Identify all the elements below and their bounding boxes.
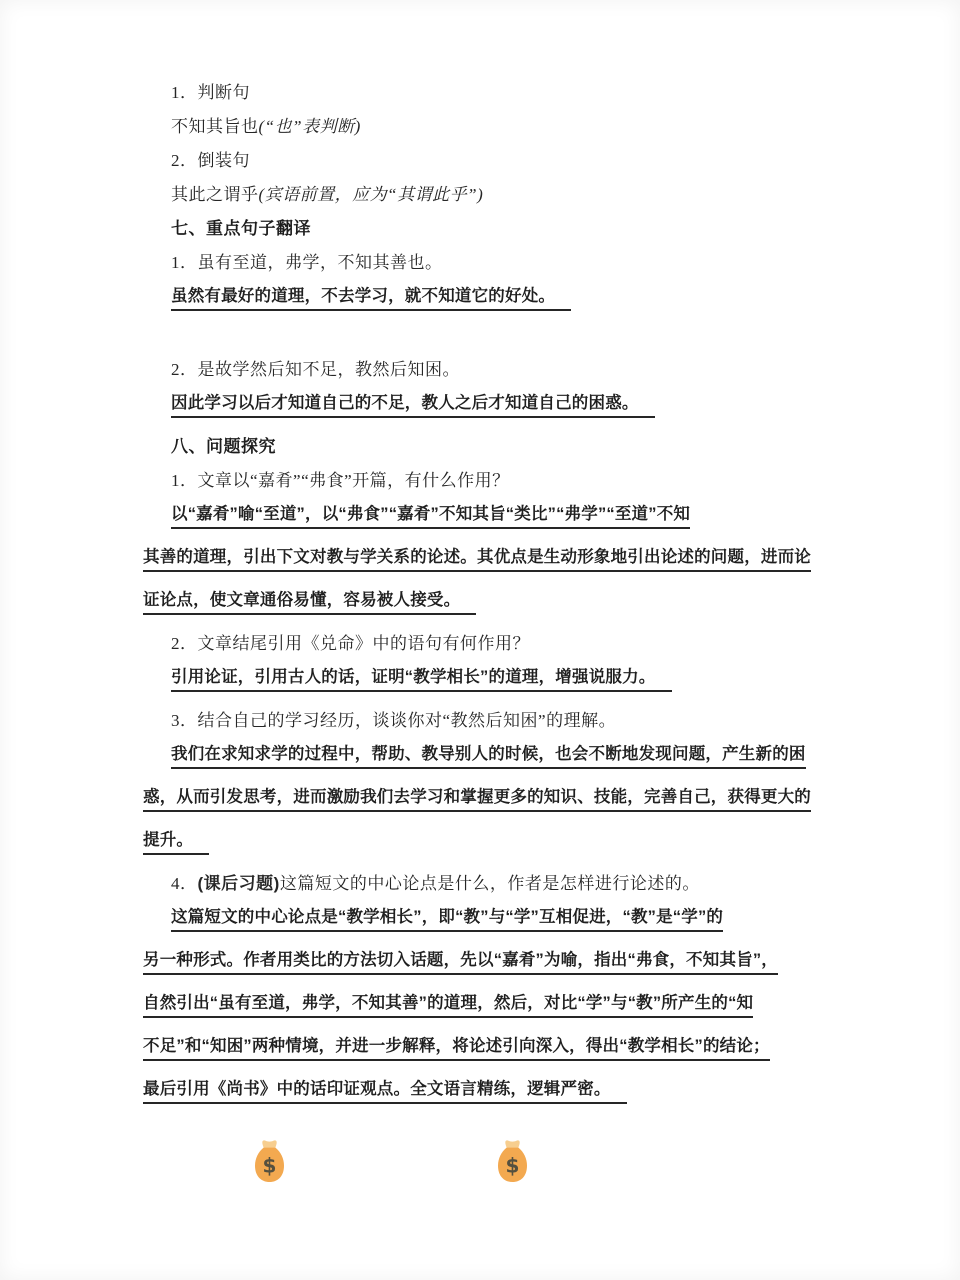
- line-text: [171, 282, 571, 311]
- line-text: [171, 219, 311, 238]
- text-segment: 2．倒装句: [171, 151, 250, 170]
- svg-text:$: $: [505, 1153, 520, 1178]
- text-segment: 因此学习以后才知道自己的不足，教人之后才知道自己的困惑。: [171, 394, 639, 412]
- answer-line: [143, 740, 823, 769]
- line-text: [143, 586, 476, 615]
- line-text: [171, 117, 361, 136]
- section-heading: [143, 214, 823, 239]
- answer-line: [143, 989, 823, 1018]
- answer-line: [143, 389, 823, 418]
- line-text: [143, 1075, 627, 1104]
- answer-line: [143, 500, 823, 529]
- answer-line: [143, 543, 823, 572]
- answer-line: [143, 663, 823, 692]
- text-segment: 我们在求知求学的过程中，帮助、教导别人的时候，也会不断地发现问题，产生新的困: [171, 745, 806, 763]
- text-segment: 4．: [171, 874, 198, 893]
- line-text: [171, 471, 510, 490]
- kai-segment: (宾语前置，应为“其谓此乎”): [258, 185, 484, 204]
- answer-line: [143, 946, 823, 975]
- answer-line: [143, 282, 823, 311]
- text-line: [143, 146, 823, 171]
- line-text: [143, 989, 753, 1018]
- text-segment: 虽然有最好的道理，不去学习，就不知道它的好处。: [171, 287, 556, 305]
- line-text: [171, 874, 700, 893]
- text-segment: 八、问题探究: [171, 437, 276, 456]
- text-segment: 这篇短文的中心论点是什么，作者是怎样进行论述的。: [279, 874, 700, 893]
- line-text: [171, 389, 655, 418]
- text-line: [143, 706, 823, 731]
- text-segment: 1．判断句: [171, 83, 250, 102]
- answer-line: [143, 826, 823, 855]
- text-segment: 这篇短文的中心论点是“教学相长”，即“教”与“学”互相促进，“教”是“学”的: [171, 908, 724, 926]
- line-text: [143, 1032, 770, 1061]
- text-line: [143, 112, 823, 137]
- kai-segment: (“也”表判断): [258, 117, 361, 136]
- text-line: [143, 78, 823, 103]
- line-text: [171, 360, 460, 379]
- text-segment: 惑，从而引发思考，进而激励我们去学习和掌握更多的知识、技能，完善自己，获得更大的: [143, 788, 811, 806]
- text-segment: 以“嘉肴”喻“至道”，以“弗食”“嘉肴”不知其旨“类比”“弗学”“至道”不知: [171, 505, 691, 523]
- line-text: [143, 826, 209, 855]
- text-line: [143, 248, 823, 273]
- line-text: [143, 783, 811, 812]
- text-segment: 1．文章以“嘉肴”“弗食”开篇，有什么作用？: [171, 471, 510, 490]
- line-text: [171, 634, 530, 653]
- text-line: [143, 355, 823, 380]
- line-text: [171, 740, 806, 769]
- line-text: [171, 253, 443, 272]
- text-line: [143, 466, 823, 491]
- text-segment: 自然引出“虽有至道，弗学，不知其善”的道理，然后，对比“学”与“教”所产生的“知: [143, 994, 754, 1012]
- line-text: [143, 946, 778, 975]
- line-text: [171, 151, 250, 170]
- text-segment: 1．虽有至道，弗学，不知其善也。: [171, 253, 443, 272]
- answer-line: [143, 1075, 823, 1104]
- line-text: [171, 500, 690, 529]
- line-text: [171, 903, 723, 932]
- svg-text:$: $: [262, 1153, 277, 1178]
- line-text: [171, 437, 276, 456]
- money-bag-icon: [254, 1139, 285, 1183]
- text-line: [143, 629, 823, 654]
- text-segment: 其此之谓乎: [171, 185, 259, 204]
- text-segment: 七、重点句子翻译: [171, 219, 311, 238]
- text-line: [143, 180, 823, 205]
- text-segment: 2．是故学然后知不足，教然后知困。: [171, 360, 460, 379]
- answer-line: [143, 1032, 823, 1061]
- text-segment: 其善的道理，引出下文对教与学关系的论述。其优点是生动形象地引出论述的问题，进而论: [143, 548, 811, 566]
- line-text: [171, 711, 616, 730]
- text-segment: 不知其旨也: [171, 117, 259, 136]
- text-segment: 3．结合自己的学习经历，谈谈你对“教然后知困”的理解。: [171, 711, 617, 730]
- line-text: [143, 543, 811, 572]
- text-segment: 提升。: [143, 831, 194, 849]
- answer-line: [143, 903, 823, 932]
- answer-line: [143, 783, 823, 812]
- line-text: [171, 663, 672, 692]
- section-heading: [143, 432, 823, 457]
- bold-segment: (课后习题): [197, 874, 280, 893]
- answer-line: [143, 586, 823, 615]
- text-segment: 2．文章结尾引用《兑命》中的语句有何作用？: [171, 634, 530, 653]
- text-segment: 不足”和“知困”两种情境，并进一步解释，将论述引向深入，得出“教学相长”的结论；: [143, 1037, 770, 1055]
- text-segment: 证论点，使文章通俗易懂，容易被人接受。: [143, 591, 461, 609]
- money-bag-icon: [497, 1139, 528, 1183]
- text-segment: 引用论证，引用古人的话，证明“教学相长”的道理，增强说服力。: [171, 668, 656, 686]
- text-line: [143, 869, 823, 894]
- text-segment: 另一种形式。作者用类比的方法切入话题，先以“嘉肴”为喻，指出“弗食，不知其旨”，: [143, 951, 778, 969]
- text-segment: 最后引用《尚书》中的话印证观点。全文语言精练，逻辑严密。: [143, 1080, 611, 1098]
- line-text: [171, 83, 250, 102]
- line-text: [171, 185, 483, 204]
